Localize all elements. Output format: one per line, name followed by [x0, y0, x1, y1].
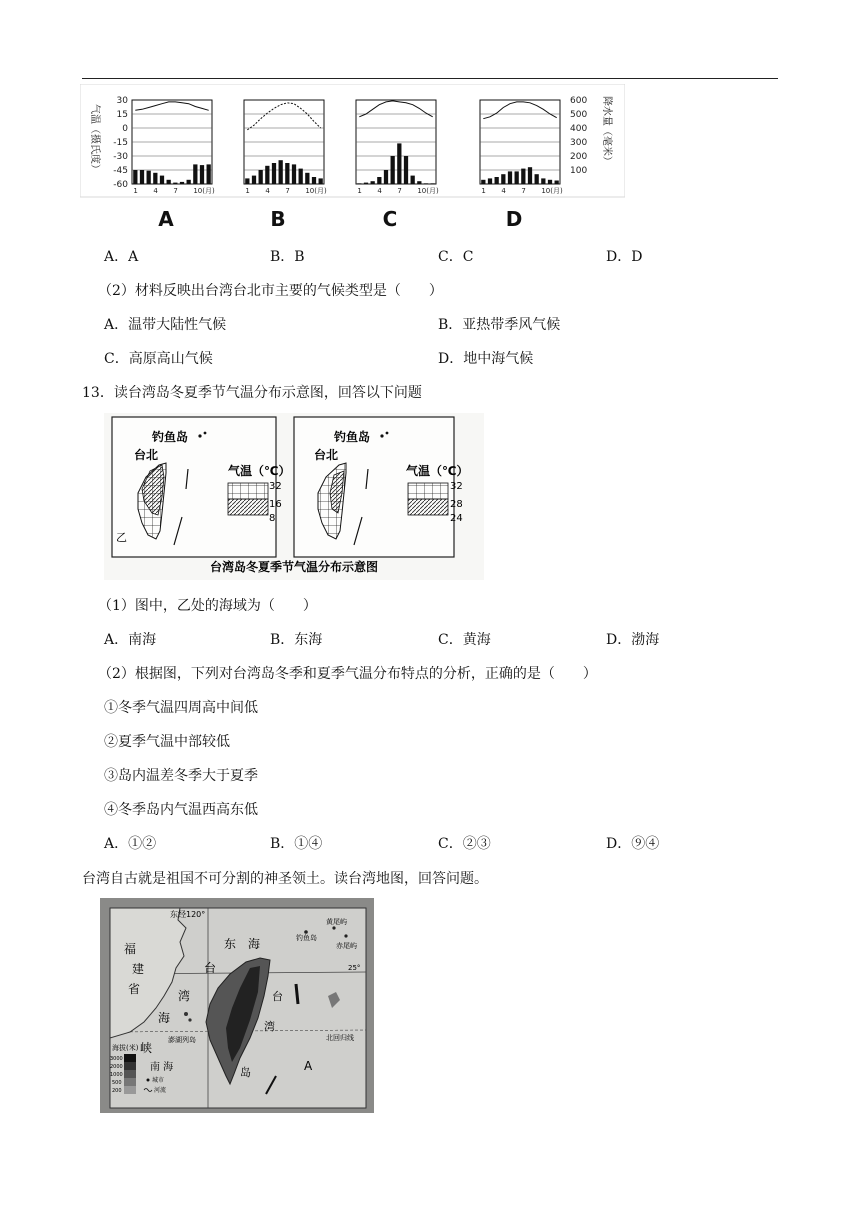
header-rule — [82, 78, 778, 79]
map-taiwan-char-2: 湾 — [264, 1020, 275, 1033]
summer-legend-title: 气温（℃） — [406, 464, 469, 478]
precipitation-tick-label: 400 — [570, 124, 588, 134]
month-tick-label: 10(月) — [417, 187, 439, 195]
month-tick-label: 7 — [173, 187, 178, 195]
q13-statement-2: ②夏季气温中部较低 — [104, 734, 230, 750]
map-strait-char-4: 峡 — [140, 1041, 153, 1055]
winter-taipei-label: 台北 — [134, 448, 159, 462]
month-tick-label: 7 — [285, 187, 290, 195]
temperature-tick-label: -60 — [113, 180, 128, 190]
climate-panel-d — [480, 100, 563, 231]
summer-legend-value-1: 32 — [450, 481, 463, 492]
map-legend-river: 河流 — [154, 1087, 167, 1094]
month-tick-label: 4 — [501, 187, 506, 195]
map-legend-value-1: 3000 — [110, 1056, 123, 1062]
q13-statement-1: ①冬季气温四周高中间低 — [104, 700, 258, 716]
panel-letter-d: D — [505, 207, 523, 231]
q13-sub1-option-a[interactable]: A．南海 — [104, 632, 157, 648]
q12-sub2-option-c[interactable]: C．高原高山气候 — [104, 351, 213, 367]
q13-sub2-question: （2）根据图，下列对台湾岛冬季和夏季气温分布特点的分析，正确的是（ ） — [98, 666, 597, 682]
q12-sub2-option-a[interactable]: A．温带大陆性气候 — [104, 317, 227, 333]
precip-bar — [495, 177, 499, 184]
precip-bar — [173, 183, 177, 184]
precip-bar — [541, 178, 545, 184]
q13-stem: 13．读台湾岛冬夏季节气温分布示意图，回答以下问题 — [82, 385, 422, 401]
precip-bar — [147, 171, 151, 184]
q13-sub2-option-a[interactable]: A．①② — [104, 836, 157, 852]
q12-option-c[interactable]: C．C — [438, 249, 474, 265]
precip-bar — [555, 181, 559, 185]
map-legend-value-5: 200 — [112, 1088, 122, 1094]
precip-bar — [160, 176, 164, 184]
precip-bar — [312, 177, 316, 184]
precip-bar — [377, 177, 381, 184]
precipitation-tick-label: 100 — [570, 166, 588, 176]
climate-charts-figure — [80, 84, 625, 234]
precip-bar — [535, 174, 539, 184]
temperature-tick-label: 0 — [122, 124, 128, 134]
map-strait-char-2: 湾 — [178, 989, 191, 1003]
precip-bar — [305, 173, 309, 184]
precip-bar — [397, 143, 401, 184]
climate-panel-a — [132, 100, 215, 231]
map-latitude-label: 25° — [348, 964, 361, 972]
precip-bar — [515, 171, 519, 184]
climate-panel-b — [244, 100, 327, 231]
precip-bar — [140, 170, 144, 184]
temperature-tick-label: -15 — [113, 138, 128, 148]
precip-bar — [200, 165, 204, 184]
month-tick-label: 10(月) — [305, 187, 327, 195]
temperature-axis-label: 气温（摄氏度） — [89, 104, 100, 174]
summer-diaoyu-label: 钓鱼岛 — [334, 430, 371, 444]
map-point-a-label: A — [304, 1059, 313, 1073]
month-tick-label: 7 — [521, 187, 526, 195]
month-tick-label: 4 — [265, 187, 270, 195]
precip-bar — [488, 178, 492, 184]
map-strait-char-3: 海 — [158, 1011, 171, 1025]
month-tick-label: 10(月) — [541, 187, 563, 195]
map-diaoyu-label: 钓鱼岛 — [296, 934, 317, 942]
precip-bar — [357, 183, 361, 184]
precipitation-tick-label: 500 — [570, 110, 588, 120]
map-legend-value-3: 1000 — [110, 1072, 123, 1078]
precip-bar — [279, 160, 283, 184]
month-tick-label: 10(月) — [193, 187, 215, 195]
precip-bar — [153, 173, 157, 184]
precip-bar — [167, 180, 171, 184]
precip-bar — [528, 167, 532, 184]
q12-option-d[interactable]: D．D — [606, 249, 643, 265]
q12-option-b[interactable]: B．B — [270, 249, 305, 265]
precip-bar — [252, 176, 256, 184]
q13-statement-3: ③岛内温差冬季大于夏季 — [104, 768, 258, 784]
precip-bar — [431, 183, 435, 184]
q12-sub2-option-b[interactable]: B．亚热带季风气候 — [438, 317, 561, 333]
precip-bar — [319, 178, 323, 184]
precip-bar — [411, 176, 415, 184]
map-province-char-2: 建 — [132, 962, 145, 976]
temperature-figure-caption: 台湾岛冬夏季节气温分布示意图 — [209, 560, 379, 574]
precipitation-axis-label: 降水量（毫米） — [601, 96, 612, 166]
map-taiwan-char-1: 台 — [272, 990, 283, 1003]
precip-bar — [548, 180, 552, 184]
map-legend-value-4: 500 — [112, 1080, 122, 1086]
q13-sub1-option-d[interactable]: D．渤海 — [606, 632, 660, 648]
taiwan-temperature-svg — [104, 413, 484, 580]
month-tick-label: 4 — [153, 187, 158, 195]
map-penghu-label: 澎湖列岛 — [168, 1036, 196, 1044]
map-strait-char-1: 台 — [204, 961, 217, 975]
winter-sea-label: 乙 — [116, 531, 127, 544]
q13-sub2-option-c[interactable]: C．②③ — [438, 836, 491, 852]
summer-legend-value-2: 28 — [450, 499, 463, 510]
winter-legend-value-1: 32 — [269, 481, 282, 492]
temperature-tick-label: -30 — [113, 152, 128, 162]
q12-sub2-option-d[interactable]: D．地中海气候 — [438, 351, 534, 367]
precip-bar — [508, 171, 512, 184]
winter-legend-value-2: 16 — [269, 499, 282, 510]
map-chiwei-label: 赤尾屿 — [336, 942, 357, 950]
taiwan-map-svg — [100, 898, 374, 1113]
precipitation-tick-label: 300 — [570, 138, 588, 148]
precip-bar — [501, 174, 505, 184]
map-province-char-1: 福 — [124, 942, 137, 956]
map-legend-value-2: 2000 — [110, 1064, 123, 1070]
precip-bar — [180, 182, 184, 184]
precip-bar — [364, 183, 368, 184]
map-south-sea-label: 南 海 — [150, 1062, 174, 1073]
precip-bar — [521, 169, 525, 184]
map-huangwei-label: 黄尾屿 — [326, 918, 347, 926]
map-taiwan-char-3: 岛 — [240, 1066, 251, 1079]
precip-bar — [259, 170, 263, 184]
map-legend-city: 城市 — [152, 1077, 165, 1084]
month-tick-label: 1 — [245, 187, 250, 195]
taiwan-temperature-figure — [104, 413, 484, 580]
precip-bar — [193, 164, 197, 184]
precip-bar — [384, 170, 388, 184]
map-east-sea-label: 东 海 — [224, 937, 261, 951]
climate-panel-c — [356, 100, 439, 231]
precip-bar — [265, 166, 269, 184]
precip-bar — [424, 183, 428, 184]
precip-bar — [481, 180, 485, 184]
taiwan-map-figure — [100, 898, 374, 1113]
q13-sub1-question: （1）图中，乙处的海域为（ ） — [98, 598, 317, 614]
precipitation-tick-label: 600 — [570, 96, 588, 106]
precip-bar — [187, 180, 191, 184]
q13-sub1-option-c[interactable]: C．黄海 — [438, 632, 491, 648]
q14-stem: 台湾自古就是祖国不可分割的神圣领土。读台湾地图，回答问题。 — [82, 871, 488, 887]
month-tick-label: 7 — [397, 187, 402, 195]
panel-letter-b: B — [270, 207, 286, 231]
temperature-tick-label: 15 — [116, 110, 128, 120]
map-province-char-3: 省 — [128, 982, 141, 996]
precip-bar — [404, 156, 408, 184]
winter-legend-title: 气温（℃） — [228, 464, 291, 478]
precip-bar — [207, 164, 211, 184]
q13-sub1-option-b[interactable]: B．东海 — [270, 632, 323, 648]
precipitation-tick-label: 200 — [570, 152, 588, 162]
map-tropic-label: 北回归线 — [326, 1034, 354, 1042]
precip-bar — [417, 181, 421, 184]
panel-letter-a: A — [158, 207, 174, 231]
summer-legend-value-3: 24 — [450, 513, 463, 524]
summer-taipei-label: 台北 — [314, 448, 339, 462]
panel-letter-c: C — [382, 207, 398, 231]
q12-option-a[interactable]: A．A — [104, 249, 139, 265]
precip-bar — [272, 163, 276, 184]
month-tick-label: 4 — [377, 187, 382, 195]
precip-bar — [133, 170, 137, 184]
q13-statement-4: ④冬季岛内气温西高东低 — [104, 802, 258, 818]
precip-bar — [245, 178, 249, 184]
map-legend-title: 海拔(米) — [112, 1044, 139, 1052]
map-longitude-label: 东经120° — [170, 910, 206, 919]
winter-diaoyu-label: 钓鱼岛 — [152, 430, 189, 444]
q12-sub2-question: （2）材料反映出台湾台北市主要的气候类型是（ ） — [98, 283, 443, 299]
q13-sub2-option-d[interactable]: D．⑨④ — [606, 836, 660, 852]
precip-bar — [299, 169, 303, 184]
winter-legend-value-3: 8 — [269, 513, 276, 524]
climate-charts-svg — [80, 84, 625, 234]
month-tick-label: 1 — [133, 187, 138, 195]
month-tick-label: 1 — [481, 187, 486, 195]
precip-bar — [292, 164, 296, 184]
temperature-tick-label: -45 — [113, 166, 128, 176]
q13-sub2-option-b[interactable]: B．①④ — [270, 836, 323, 852]
precip-bar — [371, 181, 375, 184]
month-tick-label: 1 — [357, 187, 362, 195]
precip-bar — [285, 163, 289, 184]
temperature-tick-label: 30 — [116, 96, 128, 106]
precip-bar — [391, 156, 395, 184]
